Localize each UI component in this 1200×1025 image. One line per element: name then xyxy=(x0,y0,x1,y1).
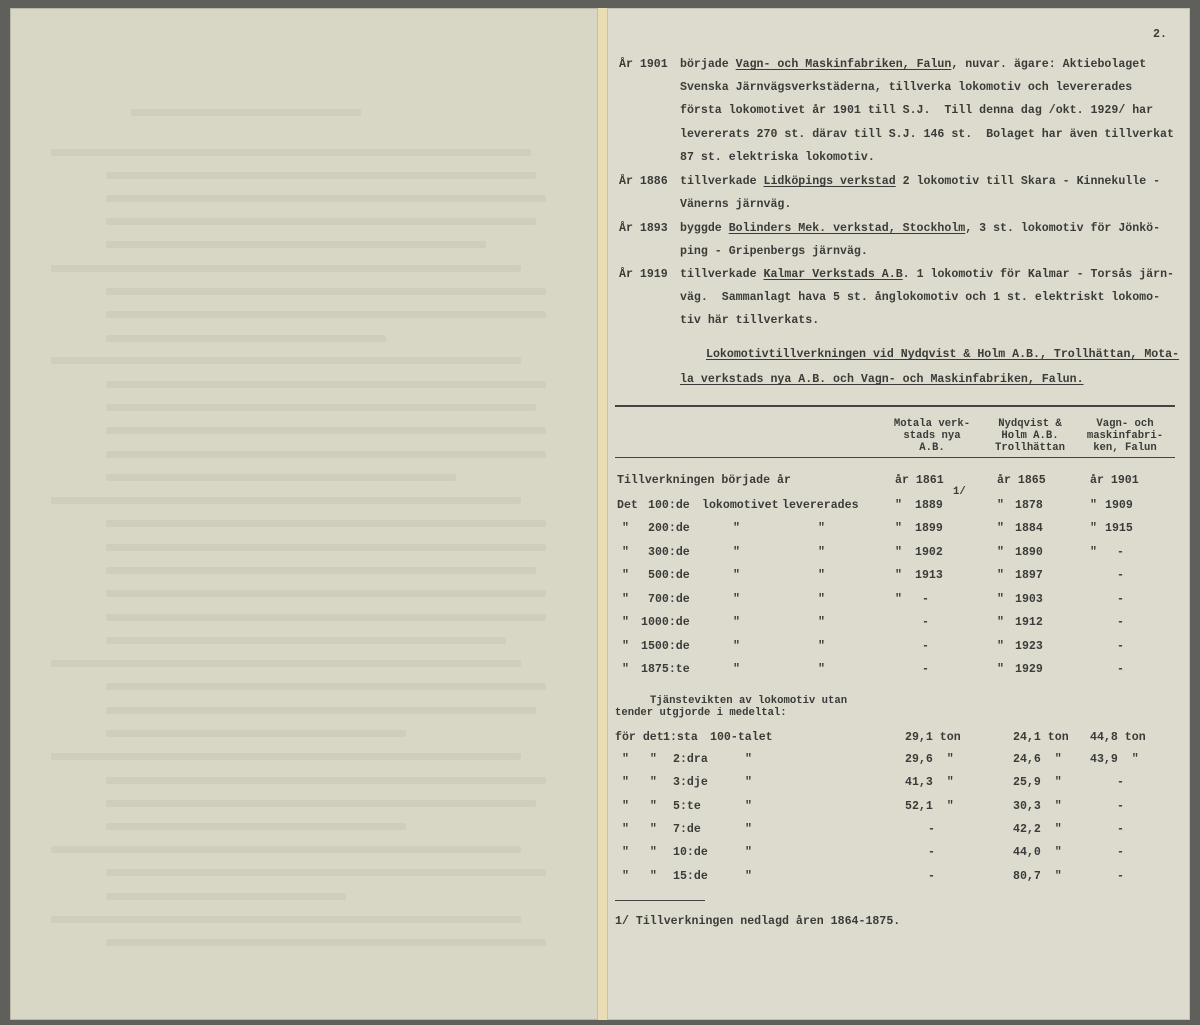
faded-text-line xyxy=(51,357,521,364)
year-value: - xyxy=(1117,640,1124,653)
row-text: " xyxy=(745,823,752,836)
ditto-mark: " xyxy=(997,616,1004,629)
row-label: Tillverkningen började år xyxy=(617,474,791,487)
year-value: - xyxy=(922,616,929,629)
year-value: 1929 xyxy=(1015,663,1043,676)
table-title: Lokomotivtillverkningen vid Nydqvist & Holm A.B., Trollhättan, Mota- xyxy=(706,348,1180,361)
text-segment: väg. Sammanlagt hava 5 st. ånglokomotiv och 1 st. elektriskt lokomo- xyxy=(680,291,1161,304)
year-value: 1902 xyxy=(915,546,943,559)
horizontal-rule xyxy=(615,405,1175,407)
faded-text-line xyxy=(106,335,386,342)
ditto-mark: " xyxy=(997,663,1004,676)
faded-text-line xyxy=(106,311,546,318)
row-text: " xyxy=(733,593,740,606)
faded-text-line xyxy=(106,823,406,830)
paragraph-line xyxy=(680,175,1160,189)
text-segment: tillverkade xyxy=(680,175,764,188)
weight-value: - xyxy=(1117,846,1124,859)
weight-value: - xyxy=(1117,776,1124,789)
underlined-company-name: Vagn- och Maskinfabriken, Falun xyxy=(735,58,952,71)
text-segment: tillverkade xyxy=(680,268,764,281)
year-value: 1903 xyxy=(1015,593,1043,606)
faded-text-line xyxy=(106,404,536,411)
row-ditto: " xyxy=(622,546,629,559)
row-ditto: " xyxy=(622,616,629,629)
text-segment: byggde xyxy=(680,222,729,235)
ditto-mark: " xyxy=(1090,499,1097,512)
year-value: - xyxy=(1117,546,1124,559)
weight-value: 29,1 ton xyxy=(905,731,961,744)
row-ordinal: 15:de xyxy=(673,870,708,883)
ditto-mark: " xyxy=(997,499,1004,512)
row-ditto: " " xyxy=(622,846,657,859)
row-text: " xyxy=(818,546,825,559)
faded-text-line xyxy=(106,427,546,434)
row-ordinal: 2:dra xyxy=(673,753,708,766)
row-ordinal: 5:te xyxy=(673,800,701,813)
faded-text-line xyxy=(106,777,546,784)
row-ordinal: 1:sta xyxy=(663,731,698,744)
text-segment: ping - Gripenbergs järnväg. xyxy=(680,245,868,258)
paragraph-line xyxy=(680,151,875,165)
ditto-mark: " xyxy=(895,522,902,535)
weight-value: 24,1 ton xyxy=(1013,731,1069,744)
faded-text-line xyxy=(51,660,521,667)
weight-value: 44,0 " xyxy=(1013,846,1062,859)
row-ditto: " " xyxy=(622,800,657,813)
row-ditto: " " xyxy=(622,823,657,836)
faded-text-line xyxy=(106,474,456,481)
row-text: " xyxy=(818,593,825,606)
row-text: " xyxy=(818,663,825,676)
weight-value: - xyxy=(1117,870,1124,883)
column-header: A.B. xyxy=(919,442,945,454)
faded-text-line xyxy=(106,893,346,900)
row-ordinal: 500:de xyxy=(648,569,690,582)
weights-intro: Tjänstevikten av lokomotiv utan xyxy=(650,695,848,707)
ditto-mark: " xyxy=(997,546,1004,559)
weight-value: - xyxy=(1117,823,1124,836)
year-value: - xyxy=(1117,569,1124,582)
year-value: 1913 xyxy=(915,569,943,582)
row-ordinal: 300:de xyxy=(648,546,690,559)
year-value: - xyxy=(1117,663,1124,676)
faded-text-line xyxy=(106,800,536,807)
row-ditto: " " xyxy=(622,753,657,766)
faded-text-line xyxy=(51,916,521,923)
paragraph-line xyxy=(680,314,819,328)
row-ditto: " xyxy=(622,522,629,535)
weight-value: - xyxy=(1117,800,1124,813)
row-text: " xyxy=(818,640,825,653)
year-value: - xyxy=(1117,593,1124,606)
ditto-mark: " xyxy=(1090,522,1097,535)
start-year: år 1901 xyxy=(1090,474,1139,487)
underlined-company-name: Lidköpings verkstad xyxy=(763,175,896,188)
text-segment: första lokomotivet år 1901 till S.J. Till denna dag /okt. 1929/ har xyxy=(680,104,1154,117)
footnote: 1/ Tillverkningen nedlagd åren 1864-1875. xyxy=(615,915,901,928)
faded-text-line xyxy=(106,869,546,876)
paragraph-line xyxy=(680,198,791,212)
column-header: Trollhättan xyxy=(995,442,1065,454)
row-text: " xyxy=(745,800,752,813)
faded-text-line xyxy=(106,614,546,621)
weight-value: 44,8 ton xyxy=(1090,731,1146,744)
faded-text-line xyxy=(106,288,546,295)
text-segment: började xyxy=(680,58,736,71)
weight-value: 24,6 " xyxy=(1013,753,1062,766)
column-header: Nydqvist & xyxy=(998,418,1062,430)
faded-text-line xyxy=(106,590,546,597)
year-value: 1912 xyxy=(1015,616,1043,629)
weight-value: 52,1 " xyxy=(905,800,954,813)
row-text: " xyxy=(733,522,740,535)
faded-text-line xyxy=(106,707,536,714)
faded-text-line xyxy=(106,544,546,551)
faded-text-line xyxy=(106,520,546,527)
row-text: " xyxy=(745,776,752,789)
faded-text-line xyxy=(106,730,406,737)
ditto-mark: " xyxy=(895,546,902,559)
row-ordinal: 700:de xyxy=(648,593,690,606)
text-segment: Svenska Järnvägsverkstäderna, tillverka lokomotiv och levererades xyxy=(680,81,1133,94)
ditto-mark: " xyxy=(997,522,1004,535)
row-ordinal: 200:de xyxy=(648,522,690,535)
year-value: - xyxy=(1117,616,1124,629)
year-value: 1884 xyxy=(1015,522,1043,535)
weight-value: 29,6 " xyxy=(905,753,954,766)
underlined-company-name: Kalmar Verkstads A.B xyxy=(763,268,903,281)
row-text: " xyxy=(733,569,740,582)
row-ordinal: 1875:te xyxy=(641,663,690,676)
year-value: - xyxy=(922,593,929,606)
row-text: " xyxy=(818,569,825,582)
horizontal-rule xyxy=(615,457,1175,458)
paragraph-line xyxy=(680,268,1174,282)
ditto-mark: " xyxy=(1090,546,1097,559)
row-ditto: Det xyxy=(617,499,638,512)
column-header: Holm A.B. xyxy=(1001,430,1059,442)
row-text: 100-talet xyxy=(710,731,773,744)
previous-page-faded xyxy=(10,8,598,1020)
row-text: " xyxy=(818,616,825,629)
row-text: levererades xyxy=(782,499,859,512)
paragraph-line xyxy=(680,222,1160,236)
paragraph-line xyxy=(680,291,1160,305)
year-value: 1923 xyxy=(1015,640,1043,653)
underlined-company-name: Bolinders Mek. verkstad, Stockholm xyxy=(728,222,966,235)
row-ditto: för det xyxy=(615,731,664,744)
weight-value: - xyxy=(928,823,935,836)
year-value: 1878 xyxy=(1015,499,1043,512)
faded-text-line xyxy=(106,172,536,179)
text-segment: , nuvar. ägare: Aktiebolaget xyxy=(951,58,1147,71)
weight-value: 80,7 " xyxy=(1013,870,1062,883)
faded-text-line xyxy=(51,753,521,760)
faded-text-line xyxy=(106,195,546,202)
row-text: lokomotivet xyxy=(702,499,779,512)
paragraph-year: År 1893 xyxy=(619,222,668,235)
ditto-mark: " xyxy=(997,593,1004,606)
text-segment: tiv här tillverkats. xyxy=(680,314,820,327)
faded-text-line xyxy=(51,497,521,504)
horizontal-rule xyxy=(615,900,705,901)
faded-text-line xyxy=(106,241,486,248)
row-ordinal: 7:de xyxy=(673,823,701,836)
text-segment: levererats 270 st. därav till S.J. 146 st. Bolaget har även tillverkat xyxy=(680,128,1174,141)
column-header: stads nya xyxy=(903,430,961,442)
row-text: " xyxy=(745,753,752,766)
faded-text-line xyxy=(51,846,521,853)
column-header: Vagn- och xyxy=(1096,418,1154,430)
year-value: - xyxy=(922,640,929,653)
faded-text-line xyxy=(106,683,546,690)
faded-text-line xyxy=(106,567,536,574)
row-ditto: " " xyxy=(622,870,657,883)
row-text: " xyxy=(733,640,740,653)
faded-text-line xyxy=(106,637,506,644)
table-title: la verkstads nya A.B. och Vagn- och Maskinfabriken, Falun. xyxy=(680,373,1084,386)
weight-value: 30,3 " xyxy=(1013,800,1062,813)
weight-value: 43,9 " xyxy=(1090,753,1139,766)
text-segment: . 1 lokomotiv för Kalmar - Torsås järn- xyxy=(902,268,1174,281)
row-ordinal: 3:dje xyxy=(673,776,708,789)
faded-text-line xyxy=(106,381,546,388)
row-ditto: " xyxy=(622,640,629,653)
ditto-mark: " xyxy=(997,569,1004,582)
start-year: år 1861 xyxy=(895,474,944,487)
row-text: " xyxy=(733,663,740,676)
column-header: Motala verk- xyxy=(893,418,971,430)
year-value: 1915 xyxy=(1105,522,1133,535)
paragraph-year: År 1886 xyxy=(619,175,668,188)
row-text: " xyxy=(745,846,752,859)
paragraph-year: År 1919 xyxy=(619,268,668,281)
weights-intro: tender utgjorde i medeltal: xyxy=(615,707,787,719)
year-value: - xyxy=(922,663,929,676)
weight-value: 41,3 " xyxy=(905,776,954,789)
row-text: " xyxy=(733,546,740,559)
faded-text-line xyxy=(51,149,531,156)
ditto-mark: " xyxy=(895,593,902,606)
year-value: 1890 xyxy=(1015,546,1043,559)
row-text: " xyxy=(733,616,740,629)
row-ditto: " xyxy=(622,663,629,676)
column-header: ken, Falun xyxy=(1093,442,1157,454)
row-text: " xyxy=(745,870,752,883)
faded-text-line xyxy=(131,109,361,116)
weight-value: - xyxy=(928,870,935,883)
start-year: år 1865 xyxy=(997,474,1046,487)
weight-value: 25,9 " xyxy=(1013,776,1062,789)
paragraph-line xyxy=(680,58,1146,72)
faded-text-line xyxy=(106,939,546,946)
paragraph-line xyxy=(680,81,1132,95)
row-ditto: " xyxy=(622,593,629,606)
year-value: 1897 xyxy=(1015,569,1043,582)
ditto-mark: " xyxy=(895,499,902,512)
year-value: 1899 xyxy=(915,522,943,535)
row-ditto: " " xyxy=(622,776,657,789)
ditto-mark: " xyxy=(997,640,1004,653)
text-segment: 2 lokomotiv till Skara - Kinnekulle - xyxy=(895,175,1161,188)
weight-value: 42,2 " xyxy=(1013,823,1062,836)
year-value: 1909 xyxy=(1105,499,1133,512)
faded-text-line xyxy=(51,265,521,272)
year-value: 1889 xyxy=(915,499,943,512)
text-segment: , 3 st. lokomotiv för Jönkö- xyxy=(965,222,1161,235)
page-number: 2. xyxy=(1153,28,1167,41)
paragraph-line xyxy=(680,104,1153,118)
weight-value: - xyxy=(928,846,935,859)
row-ordinal: 10:de xyxy=(673,846,708,859)
paragraph-line xyxy=(680,245,868,259)
row-ordinal: 100:de xyxy=(648,499,690,512)
footnote-marker: 1/ xyxy=(953,486,966,498)
faded-text-line xyxy=(106,218,536,225)
paragraph-year: År 1901 xyxy=(619,58,668,71)
faded-text-line xyxy=(106,451,546,458)
paragraph-line xyxy=(680,128,1174,142)
column-header: maskinfabri- xyxy=(1086,430,1164,442)
ditto-mark: " xyxy=(895,569,902,582)
row-ditto: " xyxy=(622,569,629,582)
text-segment: Vänerns järnväg. xyxy=(680,198,792,211)
row-ordinal: 1500:de xyxy=(641,640,690,653)
text-segment: 87 st. elektriska lokomotiv. xyxy=(680,151,875,164)
row-ordinal: 1000:de xyxy=(641,616,690,629)
row-text: " xyxy=(818,522,825,535)
